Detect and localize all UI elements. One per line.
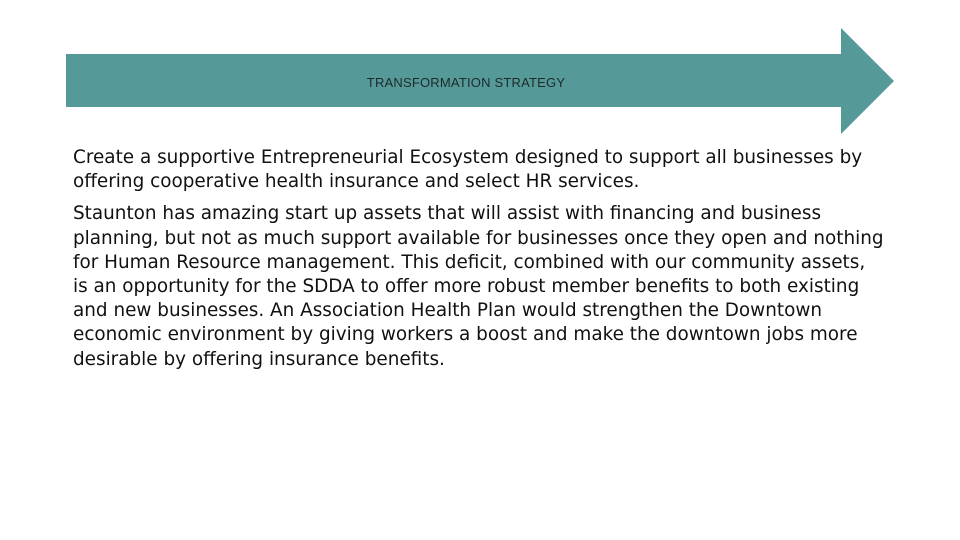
slide-title: TRANSFORMATION STRATEGY bbox=[366, 74, 566, 90]
body-text bbox=[73, 146, 885, 372]
paragraph-intro: Create a supportive Entrepreneurial Ecosystem designed to support all businesses by offering cooperative health insurance and select HR services. bbox=[73, 147, 863, 193]
paragraph-detail: Staunton has amazing start up assets that will assist with financing and business planning, but not as much support available for businesses once they open and nothing for Human Resource management. This deficit, combined with our community assets, is an opportunity for the SDDA to offer more robust member benefits to both existing and new businesses. An Association Health Plan would strengthen the Downtown economic environment by giving workers a boost and make the downtown jobs more desirable by offering insurance benefits. bbox=[73, 203, 884, 370]
